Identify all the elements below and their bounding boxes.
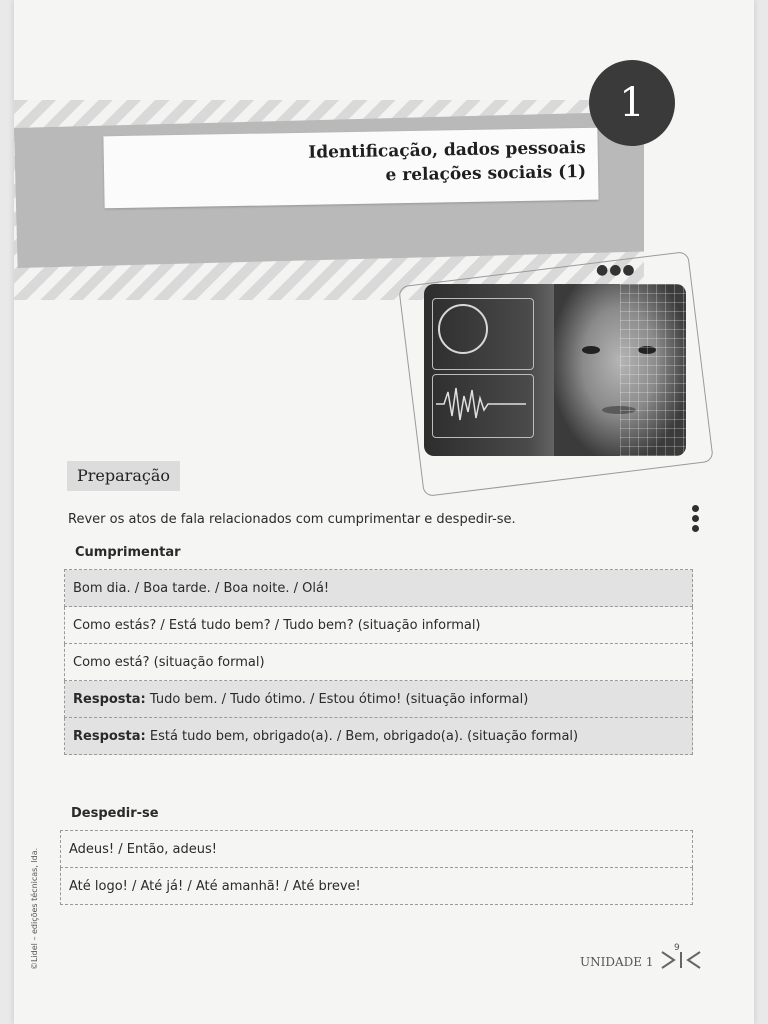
section-intro: Rever os atos de fala relacionados com cumprimentar e despedir-se.: [68, 512, 516, 527]
vertical-dots-icon: [692, 505, 702, 535]
chevron-logo-icon: [658, 948, 704, 972]
greet-heading: Cumprimentar: [75, 545, 181, 560]
biometric-grid-overlay: [620, 284, 686, 456]
footer-unit-label: UNIDADE 1: [580, 955, 654, 969]
hud-ring-icon: [438, 304, 488, 354]
table-cell: Resposta: Está tudo bem, obrigado(a). / Bem, obrigado(a). (situação formal): [65, 718, 693, 755]
chapter-title-box: [103, 128, 598, 209]
table-cell: Como está? (situação formal): [65, 644, 693, 681]
face-recognition-illustration: [424, 284, 686, 456]
photo-dots-icon: ●●●: [596, 262, 636, 278]
table-cell: Até logo! / Até já! / Até amanhã! / Até breve!: [61, 868, 693, 905]
table-cell: Resposta: Tudo bem. / Tudo ótimo. / Estou ótimo! (situação informal): [65, 681, 693, 718]
table-cell: Adeus! / Então, adeus!: [61, 831, 693, 868]
face-eye-left: [582, 346, 600, 354]
table-row: [65, 607, 693, 644]
farewell-table: [60, 830, 693, 905]
table-row: [65, 718, 693, 755]
table-row: [65, 681, 693, 718]
table-cell: Bom dia. / Boa tarde. / Boa noite. / Olá!: [65, 570, 693, 607]
section-label: Preparação: [67, 461, 180, 491]
farewell-heading: Despedir-se: [71, 806, 159, 821]
chapter-title-line-2: e relações sociais (1): [385, 161, 587, 186]
page-number: 9: [674, 943, 680, 953]
table-row: [65, 570, 693, 607]
greet-table: [64, 569, 693, 755]
copyright-note: ©Lidel – edições técnicas, lda.: [30, 847, 39, 970]
waveform-icon: [436, 384, 526, 424]
chapter-title-line-1: Identificação, dados pessoais: [308, 137, 586, 163]
unit-number-badge: 1: [589, 60, 675, 146]
table-cell: Como estás? / Está tudo bem? / Tudo bem? (situação informal): [65, 607, 693, 644]
face-image: [554, 284, 686, 456]
table-row: [61, 868, 693, 905]
table-row: [65, 644, 693, 681]
table-row: [61, 831, 693, 868]
